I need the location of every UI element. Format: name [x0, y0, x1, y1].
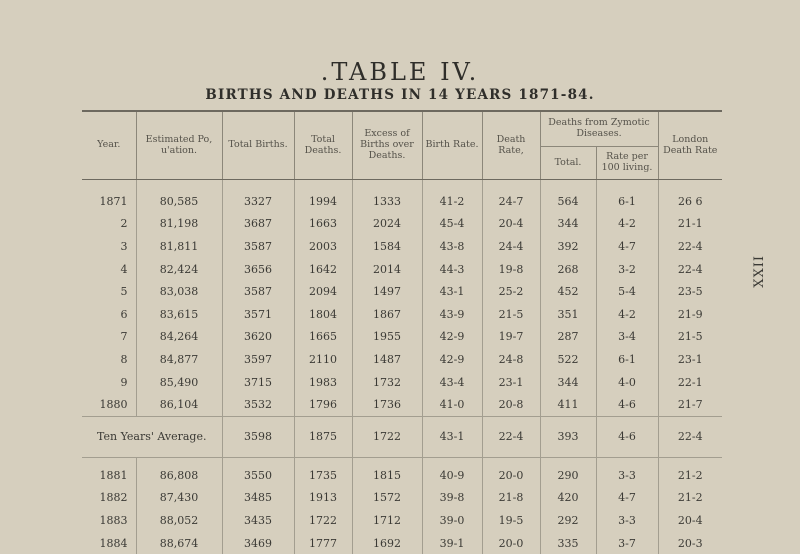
table-cell: 1487	[352, 348, 422, 371]
table-cell: 6-1	[596, 190, 658, 213]
table-cell: 19-5	[482, 509, 540, 532]
table-cell: 3469	[222, 532, 294, 554]
table-cell: 45-4	[422, 213, 482, 236]
table-row	[82, 532, 722, 554]
table-cell: 2094	[294, 280, 352, 303]
table-cell: 21-2	[677, 468, 703, 482]
header-excess: Excess of Births over Deaths.	[352, 111, 422, 180]
table-cell: 1983	[294, 371, 352, 394]
table-cell: 1867	[352, 303, 422, 326]
table-row	[82, 371, 722, 394]
table-cell: 83,615	[136, 303, 222, 326]
table-cell: 22-4	[677, 262, 703, 276]
table-cell: 1584	[352, 235, 422, 258]
table-cell: 3435	[222, 509, 294, 532]
table-cell: 2110	[294, 348, 352, 371]
table-cell: 21-2	[677, 491, 703, 505]
header-zymotic: Deaths from Zymotic Diseases.	[540, 111, 658, 147]
header-death-rate: Death Rate,	[482, 111, 540, 180]
table-cell: 21-1	[677, 217, 703, 231]
page-subtitle: BIRTHS AND DEATHS IN 14 YEARS 1871-84.	[205, 87, 595, 103]
year-cell: 5	[82, 280, 136, 303]
table-cell: 3571	[222, 303, 294, 326]
header-year: Year.	[82, 111, 136, 180]
table-cell: 86,808	[136, 457, 222, 486]
table-cell: 87,430	[136, 487, 222, 510]
table-cell: 3-3	[596, 509, 658, 532]
table-cell: 3715	[222, 371, 294, 394]
header-zymotic-rate: Rate per 100 living.	[596, 147, 658, 180]
table-cell: 344	[540, 213, 596, 236]
table-cell: 1732	[352, 371, 422, 394]
year-cell: 8	[82, 348, 136, 371]
table-cell: 392	[540, 235, 596, 258]
table-cell: 21-8	[482, 487, 540, 510]
page-title: .TABLE IV.	[320, 58, 480, 86]
table-cell: 3687	[222, 213, 294, 236]
table-cell: 5-4	[596, 280, 658, 303]
table-cell: 43-4	[422, 371, 482, 394]
table-cell: 23-1	[482, 371, 540, 394]
table-cell: 1736	[352, 393, 422, 416]
table-cell: 3597	[222, 348, 294, 371]
table-cell: 20-4	[677, 513, 703, 527]
table-cell: 335	[540, 532, 596, 554]
table-cell: 420	[540, 487, 596, 510]
table-cell: 23-1	[677, 352, 703, 366]
year-cell: 1880	[82, 393, 136, 416]
table-cell: 411	[540, 393, 596, 416]
table-row	[82, 213, 722, 236]
table-cell: 1572	[352, 487, 422, 510]
table-cell: 344	[540, 371, 596, 394]
table-cell: 4-0	[596, 371, 658, 394]
table-cell: 3-7	[596, 532, 658, 554]
table-cell: 4-7	[596, 487, 658, 510]
table-cell: 84,877	[136, 348, 222, 371]
year-cell: 1884	[82, 532, 136, 554]
table-row	[82, 258, 722, 281]
page-number-mark: XXII	[752, 255, 767, 288]
year-cell: 9	[82, 371, 136, 394]
table-cell: 3587	[222, 280, 294, 303]
table-cell: 393	[540, 416, 596, 457]
table-cell: 21-5	[677, 330, 703, 344]
table-row	[82, 487, 722, 510]
table-cell: 22-4	[658, 416, 722, 457]
table-cell: 26 6	[678, 194, 703, 208]
table-cell: 290	[540, 457, 596, 486]
table-cell: 351	[540, 303, 596, 326]
table-cell: 20-4	[482, 213, 540, 236]
year-cell: 1882	[82, 487, 136, 510]
table-cell: 43-8	[422, 235, 482, 258]
table-cell: 1804	[294, 303, 352, 326]
table-cell: 1994	[294, 190, 352, 213]
table-cell: 3-2	[596, 258, 658, 281]
table-cell: 1692	[352, 532, 422, 554]
table-cell: 452	[540, 280, 596, 303]
table-cell: 83,038	[136, 280, 222, 303]
table-cell: 3532	[222, 393, 294, 416]
table-cell: 39-1	[422, 532, 482, 554]
births-deaths-table	[82, 110, 722, 554]
table-cell: 564	[540, 190, 596, 213]
table-cell: 43-1	[422, 416, 482, 457]
table-cell: 20-0	[482, 532, 540, 554]
table-cell: 1722	[352, 416, 422, 457]
table-cell: 41-2	[422, 190, 482, 213]
table-cell: 268	[540, 258, 596, 281]
table-row	[82, 457, 722, 486]
table-cell: 1497	[352, 280, 422, 303]
table-row	[82, 303, 722, 326]
table-cell: 23-5	[677, 285, 703, 299]
header-birth-rate: Birth Rate.	[422, 111, 482, 180]
table-cell: 1712	[352, 509, 422, 532]
table-cell: 3587	[222, 235, 294, 258]
table-cell: 82,424	[136, 258, 222, 281]
table-cell: 43-1	[422, 280, 482, 303]
table-row	[82, 393, 722, 416]
table-cell: 20-8	[482, 393, 540, 416]
table-average-section	[82, 416, 722, 457]
table-row	[82, 235, 722, 258]
table-cell: 84,264	[136, 326, 222, 349]
table-cell: 6-1	[596, 348, 658, 371]
table-cell: 24-4	[482, 235, 540, 258]
table-cell: 1722	[294, 509, 352, 532]
table-cell: 25-2	[482, 280, 540, 303]
table-cell: 24-7	[482, 190, 540, 213]
header-london-death-rate: London Death Rate	[658, 111, 722, 180]
table-row	[82, 190, 722, 213]
table-cell: 1796	[294, 393, 352, 416]
table-row	[82, 280, 722, 303]
table-cell: 3485	[222, 487, 294, 510]
table-cell: 22-1	[677, 375, 703, 389]
table-cell: 522	[540, 348, 596, 371]
table-cell: 1913	[294, 487, 352, 510]
table-cell: 3620	[222, 326, 294, 349]
table-cell: 39-8	[422, 487, 482, 510]
table-cell: 44-3	[422, 258, 482, 281]
table-cell: 3327	[222, 190, 294, 213]
table-cell: 3-3	[596, 457, 658, 486]
table-cell: 39-0	[422, 509, 482, 532]
table-cell: 3550	[222, 457, 294, 486]
table-cell: 19-7	[482, 326, 540, 349]
year-cell: 1883	[82, 509, 136, 532]
table-cell: 1955	[352, 326, 422, 349]
year-cell: 4	[82, 258, 136, 281]
table-cell: 287	[540, 326, 596, 349]
table-cell: 20-0	[482, 457, 540, 486]
table-cell: 24-8	[482, 348, 540, 371]
table-cell: 81,198	[136, 213, 222, 236]
header-zymotic-total: Total.	[540, 147, 596, 180]
table-cell: 4-7	[596, 235, 658, 258]
average-row	[82, 416, 722, 457]
table-body-1881-1884	[82, 457, 722, 554]
table-cell: 2014	[352, 258, 422, 281]
table-cell: 22-4	[482, 416, 540, 457]
table-row	[82, 326, 722, 349]
table-cell: 86,104	[136, 393, 222, 416]
table-cell: 88,052	[136, 509, 222, 532]
table-cell: 40-9	[422, 457, 482, 486]
table-cell: 1735	[294, 457, 352, 486]
table-cell: 21-9	[677, 307, 703, 321]
year-cell: 1881	[82, 457, 136, 486]
table-cell: 21-5	[482, 303, 540, 326]
table-cell: 42-9	[422, 348, 482, 371]
table-cell: 20-3	[677, 536, 703, 550]
year-cell: 7	[82, 326, 136, 349]
table-cell: 1875	[294, 416, 352, 457]
table-cell: 292	[540, 509, 596, 532]
table-cell: 1777	[294, 532, 352, 554]
average-label: Ten Years' Average.	[82, 416, 222, 457]
year-cell: 3	[82, 235, 136, 258]
table-cell: 2024	[352, 213, 422, 236]
table-cell: 4-2	[596, 213, 658, 236]
table-body-1871-1880	[82, 180, 722, 417]
table-cell: 2003	[294, 235, 352, 258]
year-cell: 1871	[82, 190, 136, 213]
table-cell: 80,585	[136, 190, 222, 213]
table-cell: 4-6	[596, 393, 658, 416]
table-row	[82, 509, 722, 532]
header-deaths: Total Deaths.	[294, 111, 352, 180]
table-cell: 4-6	[596, 416, 658, 457]
table-cell: 3598	[222, 416, 294, 457]
table-cell: 43-9	[422, 303, 482, 326]
year-cell: 2	[82, 213, 136, 236]
table-cell: 1665	[294, 326, 352, 349]
table-cell: 1815	[352, 457, 422, 486]
table-cell: 1663	[294, 213, 352, 236]
table-cell: 21-7	[677, 398, 703, 412]
table-cell: 4-2	[596, 303, 658, 326]
table-row	[82, 348, 722, 371]
year-cell: 6	[82, 303, 136, 326]
table-cell: 85,490	[136, 371, 222, 394]
header-births: Total Births.	[222, 111, 294, 180]
table-cell: 41-0	[422, 393, 482, 416]
table-cell: 42-9	[422, 326, 482, 349]
table-cell: 88,674	[136, 532, 222, 554]
table-cell: 22-4	[677, 239, 703, 253]
table-cell: 1333	[352, 190, 422, 213]
header-population: Estimated Po, u'ation.	[136, 111, 222, 180]
table-cell: 3656	[222, 258, 294, 281]
table-cell: 3-4	[596, 326, 658, 349]
table-cell: 81,811	[136, 235, 222, 258]
table-cell: 1642	[294, 258, 352, 281]
table-cell: 19-8	[482, 258, 540, 281]
